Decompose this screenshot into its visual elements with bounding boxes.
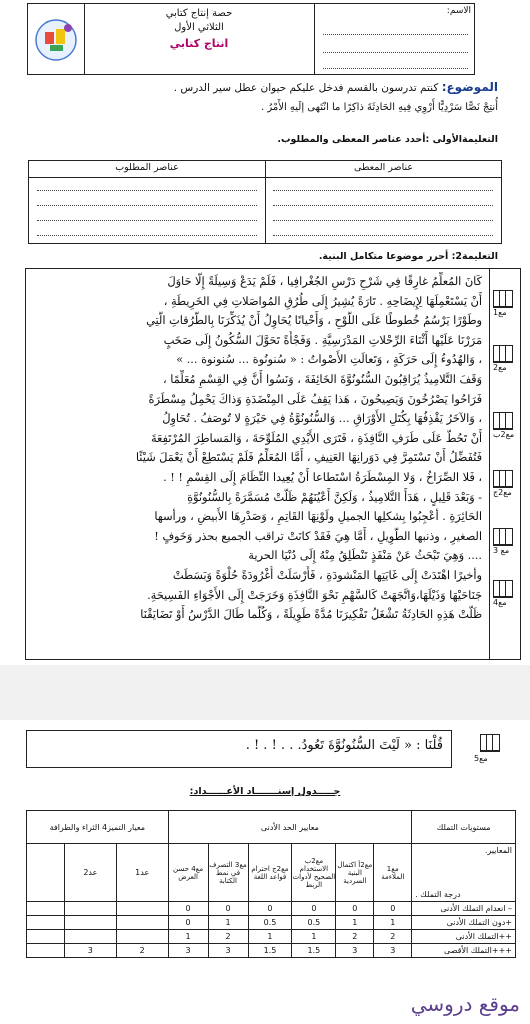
criterion-header: مع1 الملاءمة bbox=[374, 844, 412, 902]
grading-table-title: جـــــدول إسنـــــــاد الأعــــــداد: bbox=[189, 786, 341, 797]
table-row bbox=[27, 930, 516, 944]
logo-area bbox=[28, 4, 85, 74]
criterion-checkbox[interactable] bbox=[493, 290, 513, 308]
story-line: ظَلَّتْ هَذِهِ الحَادِثَةُ تَشْغَلُ تَفْكِيرَنَا مُدَّةً طَوِيلَةً ، وَكُلَّما طَالَ الدَّرْسُ أَوْ تَضَايَقْنَا bbox=[140, 608, 482, 622]
score-cell bbox=[64, 902, 116, 916]
score-cell: 2 bbox=[374, 930, 412, 944]
score-cell bbox=[64, 916, 116, 930]
table-divider bbox=[265, 161, 266, 243]
story-line: ، وَالهُدُوءُ إِلَى حَرَكَةٍ ، وَتَعالَتِ الأَصْواتُ : « سُنونُوة ... سُنونوة ... » bbox=[176, 353, 482, 367]
story-line: وطَوْرًا يَرْسُمُ خُطوطًا عَلَى اللَّوْحِ ، وَأَحْيانًا يُحَاوِلُ أَنْ يُذَكِّرَنَا بِالطُّرُقاتِ الَّتِي bbox=[146, 314, 482, 328]
score-cell: 1 bbox=[208, 916, 248, 930]
name-label: الاسم: bbox=[446, 6, 471, 16]
given-required-table bbox=[28, 160, 502, 244]
score-cell: 3 bbox=[336, 944, 374, 958]
worksheet-page-2 bbox=[0, 720, 530, 1024]
excellence-subheader: عد1 bbox=[116, 844, 168, 902]
grading-table bbox=[26, 810, 516, 958]
criteria-label: المعايير. bbox=[484, 846, 512, 855]
criterion-checkbox[interactable] bbox=[493, 345, 513, 363]
topic-label: الموضوع: bbox=[441, 80, 498, 94]
score-cell: 2 bbox=[336, 930, 374, 944]
criteria-degree-cell bbox=[412, 844, 516, 902]
story-paragraph bbox=[30, 272, 482, 625]
level-label: – انعدام التملك الأدنى bbox=[412, 902, 516, 916]
score-cell: 2 bbox=[116, 944, 168, 958]
score-cell: 3 bbox=[168, 944, 208, 958]
name-line[interactable] bbox=[323, 34, 468, 35]
table-row bbox=[27, 902, 516, 916]
given-line[interactable] bbox=[273, 220, 493, 221]
header-box bbox=[27, 3, 475, 75]
name-line[interactable] bbox=[323, 52, 468, 53]
student-name-area bbox=[314, 4, 475, 74]
table-row bbox=[27, 944, 516, 958]
score-cell: 3 bbox=[374, 944, 412, 958]
criterion-checkbox[interactable] bbox=[493, 528, 513, 546]
topic-line bbox=[28, 80, 498, 94]
story-line: جَنَاحَيْهَا وَذَيْلَهَا،وَاتَّجَهَتْ كَالسَّهْمِ نَحْوَ النَّافِذَةِ وَخَرَجَتْ إِلَى الأَجْوَاءِ الفَسِيحَةِ. bbox=[147, 588, 482, 602]
story-line: الصغيرِ ، وذنبها الطَّوِيلِ ، أَمَّا هِيَ فَقَدْ كانَتْ تراقب الجميع بحذر وَخَوفٍ ! bbox=[154, 529, 482, 543]
criterion-checkbox[interactable] bbox=[480, 734, 500, 752]
score-cell: 1 bbox=[374, 916, 412, 930]
score-cell: 0 bbox=[208, 902, 248, 916]
criterion-label: مع 3 bbox=[493, 546, 510, 555]
story-line: فَرَاحُوا يَصْرُخُونَ وَيَصِيحُونَ ، هَذا يَقِفُ عَلَى المِنْضَدَةِ وَذاكَ يَحْمِلُ مِسْطَرَةً bbox=[148, 392, 482, 406]
score-cell: 0 bbox=[248, 902, 292, 916]
score-cell: 1 bbox=[168, 930, 208, 944]
closing-sentence: قُلْنَا : « لَيْتَ السُّنُونُوَّةَ تَعُودُ. . . ! . ! . bbox=[245, 738, 443, 753]
story-line: وَقَفَ التَّلامِيذُ يُرَاقِبُونَ السُّنُونُوَّةَ الخَائِفَةَ ، وَنَسُوا أَنَّ فِي القِسْمِ مُعَلِّمًا ، bbox=[163, 372, 482, 386]
criterion-checkbox[interactable] bbox=[493, 580, 513, 598]
score-cell bbox=[64, 930, 116, 944]
criterion-label: مع4 bbox=[493, 598, 507, 607]
table-row bbox=[27, 916, 516, 930]
given-line[interactable] bbox=[273, 205, 493, 206]
degree-label: درجة التملك . bbox=[415, 890, 461, 899]
col-given-header: عناصر المعطى bbox=[353, 162, 414, 173]
score-cell: 1.5 bbox=[292, 944, 336, 958]
criterion-header: مع3 التصرف في نمط الكتابة bbox=[208, 844, 248, 902]
excellence-blank bbox=[27, 844, 65, 902]
story-line: ، وَالآخَرُ يَقْذِفُهَا بِكُتَلِ الأَوْرَاقِ ... وَالسُّنُونُوَّةُ فِي حَيْرَةٍ لا تُوصَفُ . تُحَاوِلُ bbox=[162, 412, 482, 426]
required-line[interactable] bbox=[37, 235, 257, 236]
col-required-header: عناصر المطلوب bbox=[115, 162, 179, 173]
subject-label: انتاج كتابي bbox=[169, 37, 229, 50]
min-criteria-header: معايير الحد الأدنى bbox=[168, 811, 412, 844]
score-cell bbox=[27, 930, 65, 944]
score-cell: 0 bbox=[168, 916, 208, 930]
score-cell: 2 bbox=[208, 930, 248, 944]
instruction-2: التعليمة2: أحرر موضوعا متكامل البنية. bbox=[318, 251, 498, 262]
criterion-label: مع2 bbox=[493, 363, 507, 372]
closing-box bbox=[26, 730, 452, 768]
score-cell: 1 bbox=[248, 930, 292, 944]
story-line: أَنْ يَسْتَعْمِلَهَا لِإِيضَاحِهِ . تَارَةً يُشِيرُ إِلَى طُرُقِ المُواصَلاتِ فِي الخَرِيطَةِ ، bbox=[163, 294, 482, 308]
level-label: ++التملك الأدنى bbox=[412, 930, 516, 944]
score-cell: 0 bbox=[292, 902, 336, 916]
criterion-header: مع2أ اكتمال البنية السردية bbox=[336, 844, 374, 902]
criterion-label: مع5 bbox=[474, 754, 488, 763]
criterion-header: مع4 حسن العرض bbox=[168, 844, 208, 902]
task-text: أُنتِجْ نَصًّا سَرْدِيًّا أَرْوِي فِيهِ الحَادِثَةَ ذاكِرًا ما انْتَهى إلَيهِ الأَمْرُ . bbox=[261, 102, 498, 113]
criterion-header: مع2ب الاستخدام الصحيح لأدوات الربط bbox=[292, 844, 336, 902]
story-line: الحَائِرَةِ . أعْجِبُوا بِشكلِها الجميلِ ولَوْنِهَا القَاتِمِ ، وَصَدْرِهَا الأَبيضِ ، ورأسها bbox=[154, 510, 482, 524]
score-cell bbox=[116, 916, 168, 930]
story-line: فَتُفَضِّلُ أَنْ تَسْتَمِرَّ فِي دَوَرانِهَا العَنِيفِ ، أَمَّا المُعَلِّمُ فَلَمْ يَسْتَطِعْ أَنْ يَعْمَلَ شَيْئًا bbox=[135, 451, 482, 465]
score-cell bbox=[116, 902, 168, 916]
page-gap bbox=[0, 665, 530, 720]
score-cell: 1.5 bbox=[248, 944, 292, 958]
criterion-header: مع2ج احترام قواعد اللغة bbox=[248, 844, 292, 902]
story-line: مَرَرْنَا عَلَيْها أَثْنَاءَ الرِّحْلاتِ المَدْرَسِيَّةِ . وَفَجْأَةً تَحَوَّلَ السُّكُونُ إِلَى صَخَبٍ bbox=[163, 333, 482, 347]
site-watermark: موقع دروسي bbox=[410, 992, 520, 1016]
given-line[interactable] bbox=[273, 235, 493, 236]
header-center bbox=[84, 4, 314, 74]
trimester-label: الثلاثي الأول bbox=[174, 22, 224, 33]
score-cell: 3 bbox=[208, 944, 248, 958]
criterion-checkbox[interactable] bbox=[493, 412, 513, 430]
levels-header: مستويات التملك bbox=[412, 811, 516, 844]
level-label: +++التملك الأقصى bbox=[412, 944, 516, 958]
score-cell: 0 bbox=[168, 902, 208, 916]
school-logo-icon bbox=[28, 4, 84, 74]
story-line: ، فَلا الصِّرَاخُ ، وَلا المِسْطَرَةُ اسْتَطاعا أَنْ يُعِيدا النِّظَامَ إِلَى القِسْمِ ! ! . bbox=[163, 470, 482, 484]
criterion-label: مع2ج bbox=[493, 488, 512, 497]
criterion-checkbox[interactable] bbox=[493, 470, 513, 488]
story-line: - وَبَعْدَ قَلِيلٍ ، هَدَأَ التَّلامِيذُ ، وَلَكِنَّ أَعْيُنَهُمْ ظَلَّتْ مُسَمَّرَةً بِالسُّنُونُوَّةِ bbox=[187, 490, 482, 504]
given-line[interactable] bbox=[273, 190, 493, 191]
score-cell: 1 bbox=[292, 930, 336, 944]
score-cell: 0.5 bbox=[292, 916, 336, 930]
required-line[interactable] bbox=[37, 190, 257, 191]
criterion-label: مع1 bbox=[493, 308, 507, 317]
score-cell: 3 bbox=[64, 944, 116, 958]
score-cell: 1 bbox=[336, 916, 374, 930]
excellence-subheader: عد2 bbox=[64, 844, 116, 902]
score-cell bbox=[27, 944, 65, 958]
score-cell bbox=[27, 902, 65, 916]
name-line[interactable] bbox=[323, 68, 468, 69]
required-line[interactable] bbox=[37, 220, 257, 221]
score-cell: 0 bbox=[336, 902, 374, 916]
level-label: +دون التملك الأدنى bbox=[412, 916, 516, 930]
required-line[interactable] bbox=[37, 205, 257, 206]
score-cell bbox=[116, 930, 168, 944]
score-cell: 0 bbox=[374, 902, 412, 916]
story-line: وأخيرًا اهْتَدَتْ إِلَى غَايَتِها المَنْشودَةِ ، فَأَرْسَلَتْ أُغْرُودَةً حُلْوَةً وَبَسَطَتْ bbox=[172, 568, 482, 582]
story-line: .... وَهِيَ تَبْحَثُ عَنْ مَنْفَذٍ تَنْطَلِقُ مِنْهُ إِلَى دُنْيَا الحرية bbox=[248, 549, 482, 563]
session-title: حصة إنتاج كتابي bbox=[165, 8, 233, 19]
score-cell: 0.5 bbox=[248, 916, 292, 930]
topic-text: كنتم تدرسون بالقسم فدخل عليكم حيوان عطل سير الدرس . bbox=[173, 82, 439, 94]
story-line: أَنْ تَحُطَّ عَلَى طَرَفِ النَّافِذَةِ ، فَتَرَى الأَيْدِي المُلَوِّحَةَ ، وَالمَساطِرَ المُرْتَفِعَةَ bbox=[150, 431, 482, 445]
score-cell bbox=[27, 916, 65, 930]
criterion-label: مع2ب bbox=[493, 430, 515, 439]
excellence-header: معيار التميز4 الثراء والطرافة bbox=[27, 811, 169, 844]
story-line: كَانَ المُعلِّمُ غارِقًا فِي شَرْحِ دَرْسِ الجُغْرافِيا ، فَلَمْ يَدَعْ وَسِيلَةً إِلّا حَاوَلَ bbox=[167, 275, 482, 288]
instruction-1: التعليمةالأولى :أحدد عناصر المعطى والمطلوب. bbox=[277, 134, 498, 145]
